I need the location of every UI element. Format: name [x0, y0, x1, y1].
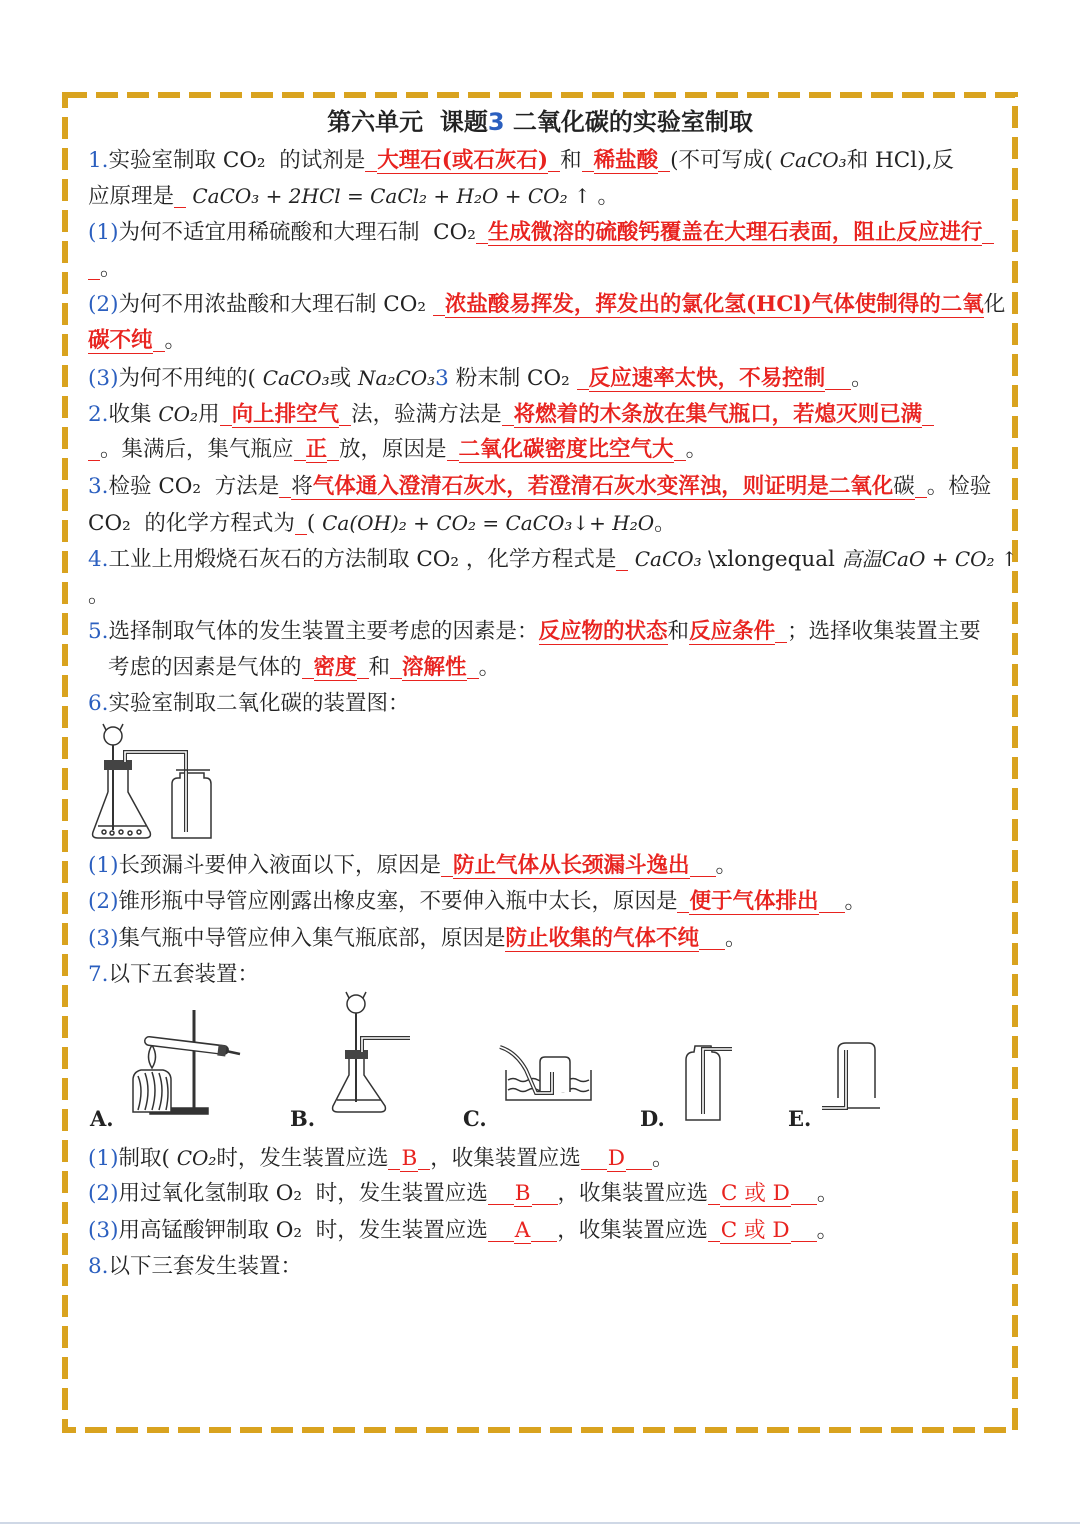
text-run: 。 [816, 1217, 839, 1243]
answer-underline-blank [922, 405, 934, 426]
text-run: 和 HCl),反 [846, 148, 954, 173]
question-number: (2) [88, 292, 119, 318]
text-run: 。集满后，集气瓶应 [100, 437, 294, 463]
answer-text: 便于气体排出 [689, 889, 819, 915]
question-number: (2) [88, 889, 119, 915]
text-run: ，收集装置应选 [430, 1146, 581, 1171]
worksheet-line [88, 884, 1008, 920]
answer-underline-blank [548, 151, 560, 172]
lesson-number: 3 [487, 108, 505, 136]
text-run: 。 [715, 853, 738, 878]
answer-underline-blank [488, 1184, 514, 1205]
worksheet-line [88, 505, 1008, 541]
figure-label-c: C. [463, 1106, 487, 1131]
question-6-subparts [88, 848, 1008, 993]
worksheet-line [88, 178, 1008, 214]
worksheet-line [88, 215, 1008, 251]
answer-text: 大理石(或石灰石) [377, 148, 549, 173]
question-number: 4. [88, 547, 109, 573]
question-number: 8. [88, 1253, 109, 1279]
text-run: 锥形瓶中导管应刚露出橡皮塞，不要伸入瓶中太长，原因是 [118, 889, 678, 915]
worksheet-line [88, 614, 1008, 650]
text-run: 。 [652, 1146, 674, 1171]
text-run: 。 [100, 255, 122, 281]
answer-text: 防止收集的气体不纯 [505, 925, 699, 951]
answer-underline-blank [476, 223, 488, 244]
question-number: (3) [88, 925, 119, 951]
co2-generation-apparatus-figure [93, 724, 211, 838]
answer-text: 生成微溶的硫酸钙覆盖在大理石表面，阻止反应进行 [487, 219, 983, 245]
worksheet-line [88, 1213, 1008, 1249]
answer-underline-blank [88, 440, 100, 461]
text-run: 法，验满方法是 [351, 402, 502, 428]
question-number: (2) [88, 1181, 119, 1207]
question-number: (1) [88, 1146, 119, 1171]
answer-underline-blank [418, 1149, 430, 1170]
text-run: (不可写成( [670, 148, 780, 173]
text-run: 。 [685, 437, 708, 463]
text-run: ；选择收集装置主要 [787, 618, 981, 644]
text-run: 。 [816, 1181, 839, 1207]
answer-underline-blank [294, 440, 306, 461]
answer-underline-blank [582, 151, 594, 172]
formula: CaCO₃ + 2HCl = CaCl₂ + H₂O + CO₂ ↑ [186, 184, 591, 209]
worksheet-line [88, 541, 1018, 577]
apparatus-b-figure [333, 992, 410, 1112]
answer-underline-blank [339, 405, 351, 426]
question-number: (1) [88, 853, 119, 878]
answer-underline-blank [690, 856, 716, 877]
text-run: 和 [368, 655, 391, 681]
apparatus-a-figure [133, 1010, 240, 1114]
text-run: 。 [654, 510, 676, 536]
answer-text: 反应条件 [689, 618, 776, 644]
formula: CaCO₃ [628, 547, 709, 572]
question-number: 7. [88, 961, 109, 987]
figure-label-e: E. [788, 1106, 812, 1131]
formula: CO₂ [176, 1146, 217, 1170]
answer-text: 碳不纯 [88, 328, 153, 354]
text-run: 。检验 [926, 473, 992, 499]
answer-underline-blank [357, 658, 369, 679]
answer-underline-blank [616, 550, 628, 571]
title-prefix: 第六单元 课题 [327, 108, 488, 136]
worksheet-line [88, 142, 1008, 178]
answer-text: 反应速率太快，不易控制 [588, 365, 826, 391]
text-run: 收集 [108, 402, 159, 428]
text-run: 以下三套发生装置： [108, 1253, 303, 1279]
figure-label-a: A. [90, 1106, 114, 1131]
answer-underline-blank [302, 658, 314, 679]
answer-underline-blank [502, 405, 514, 426]
figure-label-d: D. [640, 1106, 665, 1131]
worksheet-line [88, 432, 1008, 468]
text-run: 。 [478, 655, 501, 681]
answer-text: 正 [305, 437, 328, 463]
answer-underline-blank [791, 1184, 817, 1205]
worksheet-line [88, 323, 1008, 359]
worksheet-line [88, 287, 1008, 323]
text-run: 。 [590, 184, 620, 210]
text-run: 集气瓶中导管应伸入集气瓶底部，原因是 [118, 925, 506, 951]
text-run: \xlongequal [708, 547, 842, 573]
formula: 高温CaO + CO₂ ↑ [841, 547, 1018, 572]
text-run: 用 [198, 402, 220, 428]
answer-underline-blank [532, 1184, 558, 1205]
answer-underline-blank [915, 477, 927, 498]
worksheet-line [88, 360, 1008, 396]
text-run: 为何不适宜用稀硫酸和大理石制 CO₂ [118, 219, 476, 245]
answer-underline-blank [775, 622, 787, 643]
formula: Na₂CO₃ [358, 365, 436, 390]
text-run: 实验室制取二氧化碳的装置图： [108, 691, 410, 717]
answer-text: 密度 [313, 655, 357, 681]
answer-text: 浓盐酸易挥发，挥发出的氯化氢(HCl)气体使制得的二氧 [444, 292, 984, 318]
answer-underline-blank [441, 856, 453, 877]
text-run: 为何不用纯的( [118, 365, 263, 391]
answer-choice: A [514, 1217, 531, 1243]
answer-underline-blank [433, 295, 445, 316]
answer-text: 稀盐酸 [593, 148, 659, 173]
answer-underline-blank [531, 1221, 557, 1242]
answer-text: 溶解性 [402, 655, 467, 681]
answer-underline-blank [220, 405, 232, 426]
answer-underline-blank [327, 440, 339, 461]
text-run: 。 [88, 582, 110, 608]
formula: CaCO₃ [779, 148, 847, 172]
answer-underline-blank [365, 151, 377, 172]
answer-underline-blank [825, 369, 851, 390]
text-run: 为何不用浓盐酸和大理石制 CO₂ [118, 292, 433, 318]
question-number: (3) [88, 1217, 119, 1243]
text-run: ，收集装置应选 [557, 1181, 709, 1207]
worksheet-line [88, 469, 1008, 505]
answer-underline-blank [153, 331, 165, 352]
text-run: 以下五套装置： [108, 961, 260, 987]
question-number: (3) [88, 365, 119, 391]
text-run: 或 [329, 365, 358, 391]
apparatus-e-figure [822, 1043, 880, 1108]
worksheet-line [88, 1140, 1008, 1176]
question-number: 1. [88, 148, 109, 173]
formula: CO₂ [158, 402, 199, 427]
answer-underline-blank [791, 1221, 817, 1242]
text-run: 和 [667, 618, 690, 644]
answer-underline-blank [279, 477, 291, 498]
answer-text: 气体通入澄清石灰水，若澄清石灰水变浑浊，则证明是二氧化 [312, 473, 894, 499]
worksheet-line [88, 1249, 1008, 1285]
answer-underline-blank [699, 929, 725, 950]
text-run: ，收集装置应选 [557, 1217, 708, 1243]
answer-choice: C 或 D [721, 1181, 790, 1207]
answer-underline-blank [708, 1184, 720, 1205]
text-run: 和 [560, 148, 582, 173]
answer-underline-blank [626, 1149, 652, 1170]
text-run: 。 [844, 889, 867, 915]
text-run: 制取( [118, 1146, 177, 1171]
text-run: 应原理是 [88, 184, 175, 210]
text-run: 。 [164, 328, 187, 354]
answer-text: 向上排空气 [231, 402, 340, 428]
answer-text: 将燃着的木条放在集气瓶口，若熄灭则已满 [513, 402, 923, 428]
answer-underline-blank [295, 514, 307, 535]
answer-underline-blank [658, 151, 670, 172]
text-run: 实验室制取 CO₂ 的试剂是 [108, 148, 366, 173]
answer-choice: D [607, 1146, 626, 1171]
answer-underline-blank [819, 892, 845, 913]
worksheet-line [88, 921, 1008, 957]
underlined-text: 碳 [893, 473, 915, 499]
answer-choice: B [514, 1181, 531, 1207]
worksheet-title [0, 104, 1080, 140]
answer-text: 防止气体从长颈漏斗逸出 [452, 853, 690, 878]
text-run: 放，原因是 [339, 437, 447, 463]
text-run: 工业上用煅烧石灰石的方法制取 CO₂ ，化学方程式是 [108, 547, 617, 573]
worksheet-line [88, 396, 1008, 432]
questions-1-to-6 [88, 142, 1018, 723]
worksheet-line [88, 1176, 1008, 1212]
text-run: 用高锰酸钾制取 O₂ 时，发生装置应选 [118, 1217, 488, 1243]
answer-underline-blank [447, 440, 459, 461]
answer-underline-blank [467, 658, 479, 679]
text-run: CO₂ 的化学方程式为 [88, 510, 295, 536]
text-run: 。 [851, 365, 873, 391]
text-run: 考虑的因素是气体的 [108, 655, 302, 681]
apparatus-c-figure [500, 1047, 591, 1100]
text-run: 。 [725, 925, 747, 951]
question-number: 3 [435, 365, 449, 391]
worksheet-line [88, 957, 1008, 993]
question-number: 3. [88, 473, 109, 499]
title-topic: 二氧化碳的实验室制取 [504, 108, 753, 136]
text-run: 选择制取气体的发生装置主要考虑的因素是： [108, 618, 539, 644]
answer-underline-blank [174, 187, 186, 208]
text-run: 时，发生装置应选 [216, 1146, 389, 1171]
answer-underline-blank [577, 369, 589, 390]
question-number: 5. [88, 618, 109, 644]
apparatus-d-figure [686, 1046, 732, 1120]
worksheet-line [88, 848, 1008, 884]
answer-underline-blank [677, 892, 689, 913]
answer-choice: B [401, 1146, 418, 1171]
answer-underline-blank [488, 1221, 514, 1242]
answer-underline-blank [674, 440, 686, 461]
worksheet-line [88, 251, 1008, 287]
formula: Ca(OH)₂ + CO₂ = CaCO₃↓+ H₂O [322, 510, 655, 535]
text-run: 化 [983, 292, 1006, 318]
text-run: 粉末制 CO₂ [448, 365, 577, 391]
text-run: ( [306, 510, 323, 536]
formula: CaCO₃ [262, 365, 330, 390]
text-run: 用过氧化氢制取 O₂ 时，发生装置应选 [118, 1181, 488, 1207]
figure-label-b: B. [290, 1106, 316, 1131]
answer-underline-blank [982, 223, 994, 244]
question-number: 6. [88, 691, 109, 717]
worksheet-line [88, 686, 1008, 722]
answer-text: 二氧化碳密度比空气大 [458, 437, 674, 463]
answer-underline-blank [388, 1149, 400, 1170]
answer-text: 反应物的状态 [538, 618, 668, 644]
answer-underline-blank [581, 1149, 607, 1170]
answer-underline-blank [390, 658, 402, 679]
question-7-subparts [88, 1140, 1008, 1285]
question-number: (1) [88, 219, 119, 245]
text-run: 长颈漏斗要伸入液面以下，原因是 [118, 853, 441, 878]
text-run: 检验 CO₂ 方法是 [108, 473, 280, 499]
question-number: 2. [88, 402, 109, 428]
worksheet-line [88, 578, 1008, 614]
answer-choice: C 或 D [720, 1217, 790, 1243]
underlined-text: 将 [291, 473, 313, 499]
worksheet-line [88, 650, 1008, 686]
answer-underline-blank [708, 1221, 720, 1242]
answer-underline-blank [88, 259, 100, 280]
